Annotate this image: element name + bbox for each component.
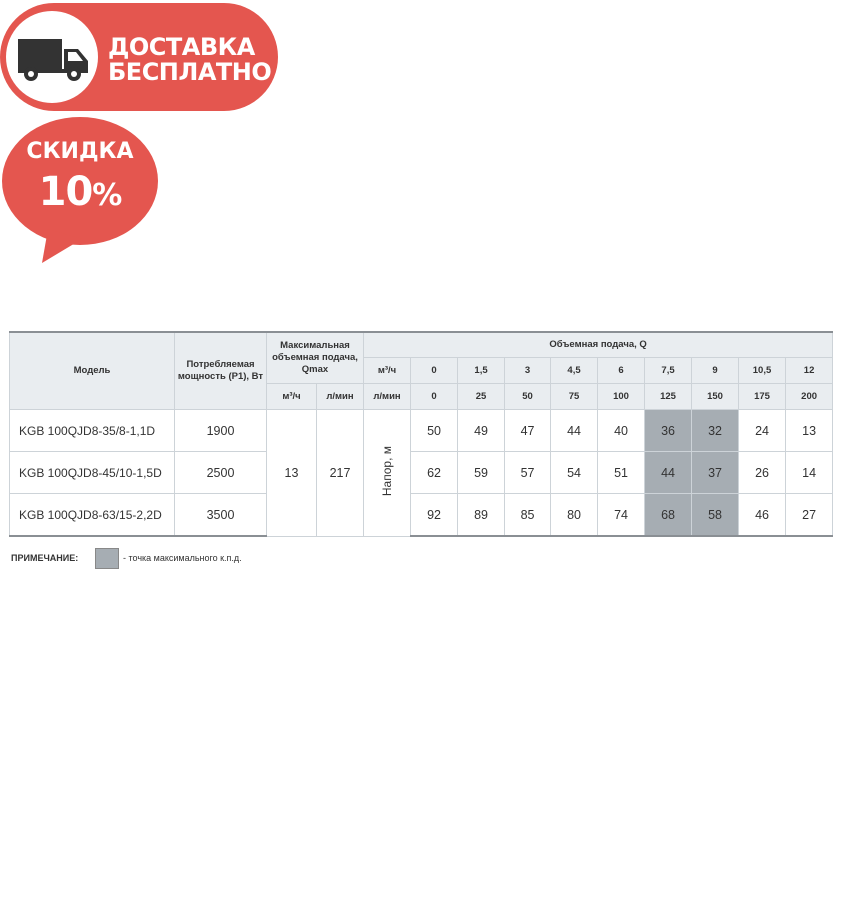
head-value-cell: 50 [411, 410, 458, 452]
head-value-cell: 13 [786, 410, 833, 452]
discount-label: СКИДКА [26, 139, 134, 164]
head-value-cell: 59 [458, 452, 505, 494]
highlight-swatch [95, 548, 119, 569]
head-value-cell: 80 [551, 494, 598, 537]
legend-note [11, 548, 242, 568]
head-value-cell: 37 [692, 452, 739, 494]
head-value-cell: 44 [645, 452, 692, 494]
flow-lmin-header: 125 [645, 384, 692, 410]
model-cell: KGB 100QJD8-45/10-1,5D [10, 452, 175, 494]
flow-m3h-header: 10,5 [739, 358, 786, 384]
header-power: Потребляемая мощность (P1), Вт [175, 332, 267, 410]
header-model: Модель [10, 332, 175, 410]
table-row [10, 452, 833, 494]
model-cell: KGB 100QJD8-63/15-2,2D [10, 494, 175, 537]
head-value-cell: 51 [598, 452, 645, 494]
power-cell: 2500 [175, 452, 267, 494]
flow-m3h-header: 4,5 [551, 358, 598, 384]
table-row [10, 494, 833, 537]
head-value-cell: 49 [458, 410, 505, 452]
discount-badge [0, 117, 160, 265]
pump-spec-table [9, 331, 833, 537]
note-text: - точка максимального к.п.д. [123, 553, 242, 563]
header-qmax-unit-lmin: л/мин [317, 384, 364, 410]
delivery-text-line2: БЕСПЛАТНО [108, 58, 272, 86]
header-qmax: Максимальная объемная подача, Qmax [267, 332, 364, 384]
header-flow: Объемная подача, Q [364, 332, 833, 358]
truck-icon [18, 37, 90, 83]
flow-m3h-header: 0 [411, 358, 458, 384]
head-value-cell: 27 [786, 494, 833, 537]
head-value-cell: 62 [411, 452, 458, 494]
head-value-cell: 57 [505, 452, 551, 494]
flow-m3h-header: 12 [786, 358, 833, 384]
flow-lmin-header: 100 [598, 384, 645, 410]
flow-lmin-header: 50 [505, 384, 551, 410]
head-value-cell: 44 [551, 410, 598, 452]
table-row [10, 410, 833, 452]
flow-lmin-header: 75 [551, 384, 598, 410]
header-unit-lmin: л/мин [364, 384, 411, 410]
head-value-cell: 89 [458, 494, 505, 537]
head-value-cell: 46 [739, 494, 786, 537]
head-value-cell: 32 [692, 410, 739, 452]
head-value-cell: 58 [692, 494, 739, 537]
flow-m3h-header: 9 [692, 358, 739, 384]
power-cell: 1900 [175, 410, 267, 452]
head-value-cell: 54 [551, 452, 598, 494]
discount-percent: % [92, 178, 122, 213]
flow-m3h-header: 7,5 [645, 358, 692, 384]
free-delivery-badge [0, 3, 278, 111]
flow-m3h-header: 1,5 [458, 358, 505, 384]
head-label-cell [364, 410, 411, 537]
header-unit-m3h: м³/ч [364, 358, 411, 384]
flow-m3h-header: 3 [505, 358, 551, 384]
head-value-cell: 74 [598, 494, 645, 537]
flow-lmin-header: 200 [786, 384, 833, 410]
discount-value: 10 [38, 169, 93, 215]
head-value-cell: 68 [645, 494, 692, 537]
head-value-cell: 85 [505, 494, 551, 537]
head-label: Напор, м [380, 446, 395, 497]
qmax-m3h-cell: 13 [267, 410, 317, 537]
head-value-cell: 47 [505, 410, 551, 452]
head-value-cell: 24 [739, 410, 786, 452]
head-value-cell: 26 [739, 452, 786, 494]
discount-value-wrap [0, 169, 160, 215]
head-value-cell: 92 [411, 494, 458, 537]
flow-lmin-header: 150 [692, 384, 739, 410]
head-value-cell: 36 [645, 410, 692, 452]
head-value-cell: 14 [786, 452, 833, 494]
delivery-text-line1: ДОСТАВКА [108, 33, 255, 61]
note-label: ПРИМЕЧАНИЕ: [11, 553, 79, 563]
flow-m3h-header: 6 [598, 358, 645, 384]
model-cell: KGB 100QJD8-35/8-1,1D [10, 410, 175, 452]
header-qmax-unit-m3h: м³/ч [267, 384, 317, 410]
flow-lmin-header: 25 [458, 384, 505, 410]
flow-lmin-header: 175 [739, 384, 786, 410]
qmax-lmin-cell: 217 [317, 410, 364, 537]
head-value-cell: 40 [598, 410, 645, 452]
power-cell: 3500 [175, 494, 267, 537]
flow-lmin-header: 0 [411, 384, 458, 410]
